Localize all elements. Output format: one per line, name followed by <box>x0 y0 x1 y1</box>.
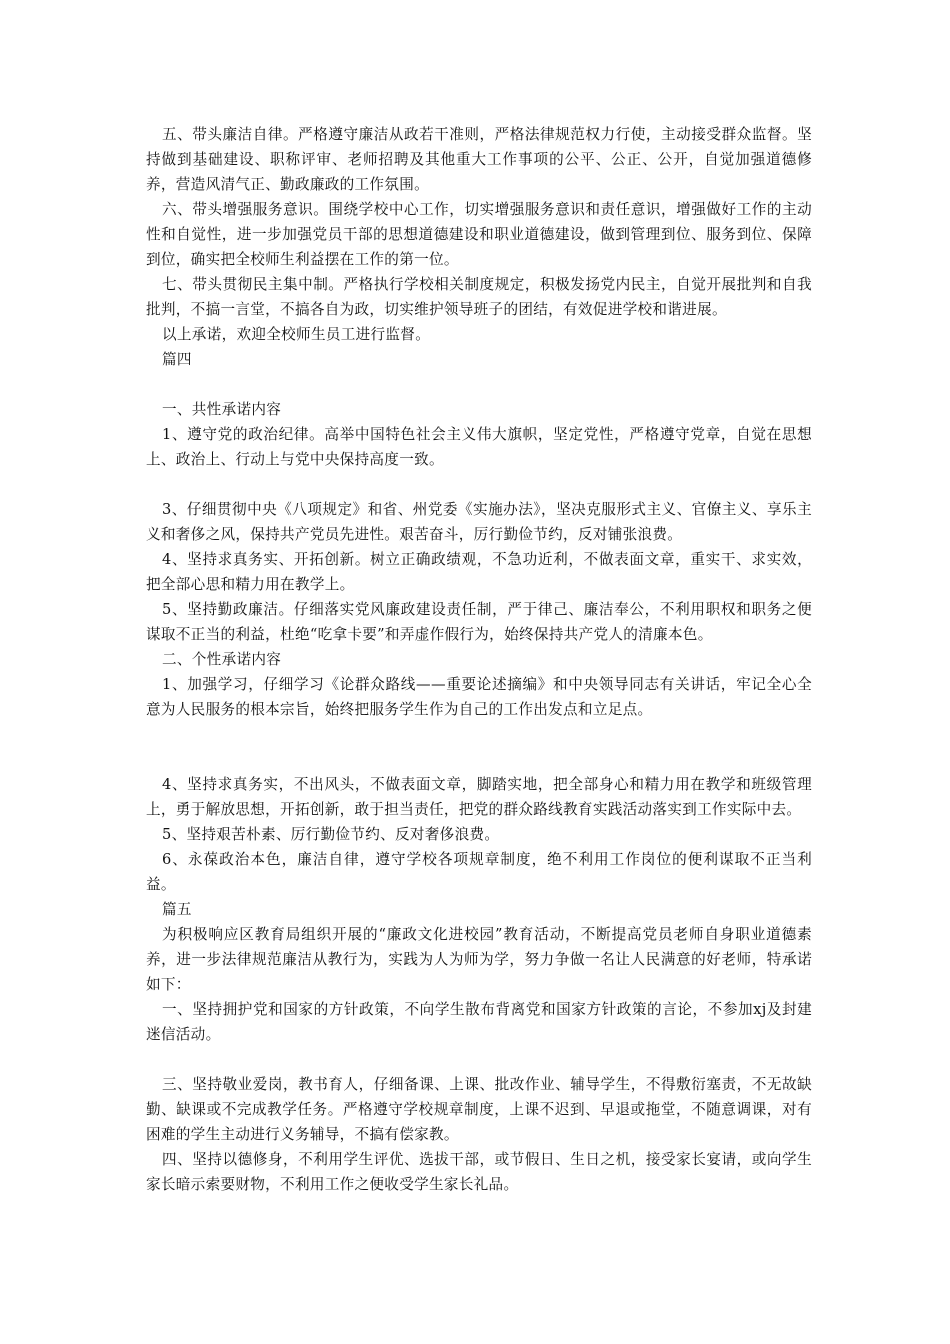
blank-line <box>146 372 812 397</box>
paragraph-individual-4: 4、坚持求真务实，不出风头，不做表面文章，脚踏实地，把全部身心和精力用在教学和班级管理上，勇于解放思想，开拓创新，敢于担当责任，把党的群众路线教育实践活动落实到工作实际中去。 <box>146 776 812 818</box>
paragraph-7-democratic-centralism: 七、带头贯彻民主集中制。严格执行学校相关制度规定，积极发扬党内民主，自觉开展批判和自我批判，不搞一言堂，不搞各自为政，切实维护领导班子的团结，有效促进学校和谐进展。 <box>146 276 812 318</box>
blank-line <box>146 1047 812 1072</box>
subheading-common-commitments: 一、共性承诺内容 <box>162 401 282 418</box>
section-heading-part-four: 篇四 <box>162 351 192 368</box>
section-heading-part-five: 篇五 <box>162 901 192 918</box>
paragraph-individual-6: 6、永葆政治本色，廉洁自律，遵守学校各项规章制度，绝不利用工作岗位的便利谋取不正当利益。 <box>146 851 812 893</box>
paragraph-part-five-3: 三、坚持敬业爱岗，教书育人，仔细备课、上课、批改作业、辅导学生，不得敷衍塞责，不无故缺勤、缺课或不完成教学任务。严格遵守学校规章制度，上课不迟到、早退或拖堂，不随意调课，对有困难的学生主动进行义务辅导，不搞有偿家教。 <box>146 1076 812 1143</box>
subheading-individual-commitments: 二、个性承诺内容 <box>162 651 282 668</box>
paragraph-individual-1: 1、加强学习，仔细学习《论群众路线——重要论述摘编》和中央领导同志有关讲话，牢记全心全意为人民服务的根本宗旨，始终把服务学生作为自己的工作出发点和立足点。 <box>146 676 812 718</box>
paragraph-supervision-note: 以上承诺，欢迎全校师生员工进行监督。 <box>162 326 431 343</box>
paragraph-individual-5: 5、坚持艰苦朴素、厉行勤俭节约、反对奢侈浪费。 <box>162 826 500 843</box>
blank-line <box>146 472 812 497</box>
paragraph-common-4: 4、坚持求真务实、开拓创新。树立正确政绩观，不急功近利，不做表面文章，重实干、求实效，把全部心思和精力用在教学上。 <box>146 551 812 593</box>
paragraph-6-service-awareness: 六、带头增强服务意识。围绕学校中心工作，切实增强服务意识和责任意识，增强做好工作的主动性和自觉性，进一步加强党员干部的思想道德建设和职业道德建设，做到管理到位、服务到位、保障到位，确实把全校师生利益摆在工作的第一位。 <box>146 201 812 268</box>
blank-lines <box>146 722 812 772</box>
paragraph-5-self-discipline: 五、带头廉洁自律。严格遵守廉洁从政若干准则，严格法律规范权力行使，主动接受群众监督。坚持做到基础建设、职称评审、老师招聘及其他重大工作事项的公平、公正、公开，自觉加强道德修养，营造风清气正、勤政廉政的工作氛围。 <box>146 126 812 193</box>
paragraph-part-five-4: 四、坚持以德修身，不利用学生评优、选拔干部，或节假日、生日之机，接受家长宴请，或向学生家长暗示索要财物，不利用工作之便收受学生家长礼品。 <box>146 1151 812 1193</box>
paragraph-part-five-1: 一、坚持拥护党和国家的方针政策，不向学生散布背离党和国家方针政策的言论，不参加xj及封建迷信活动。 <box>146 1001 812 1043</box>
paragraph-common-5: 5、坚持勤政廉洁。仔细落实党风廉政建设责任制，严于律己、廉洁奉公，不利用职权和职务之便谋取不正当的利益，杜绝“吃拿卡要”和弄虚作假行为，始终保持共产党人的清廉本色。 <box>146 601 812 643</box>
paragraph-common-3: 3、仔细贯彻中央《八项规定》和省、州党委《实施办法》，坚决克服形式主义、官僚主义、享乐主义和奢侈之风，保持共产党员先进性。艰苦奋斗，厉行勤俭节约，反对铺张浪费。 <box>146 501 812 543</box>
paragraph-part-five-intro: 为积极响应区教育局组织开展的“廉政文化进校园”教育活动，不断提高党员老师自身职业道德素养，进一步法律规范廉洁从教行为，实践为人为师为学，努力争做一名让人民满意的好老师，特承诺如下： <box>146 926 812 993</box>
paragraph-common-1: 1、遵守党的政治纪律。高举中国特色社会主义伟大旗帜，坚定党性，严格遵守党章，自觉在思想上、政治上、行动上与党中央保持高度一致。 <box>146 426 812 468</box>
